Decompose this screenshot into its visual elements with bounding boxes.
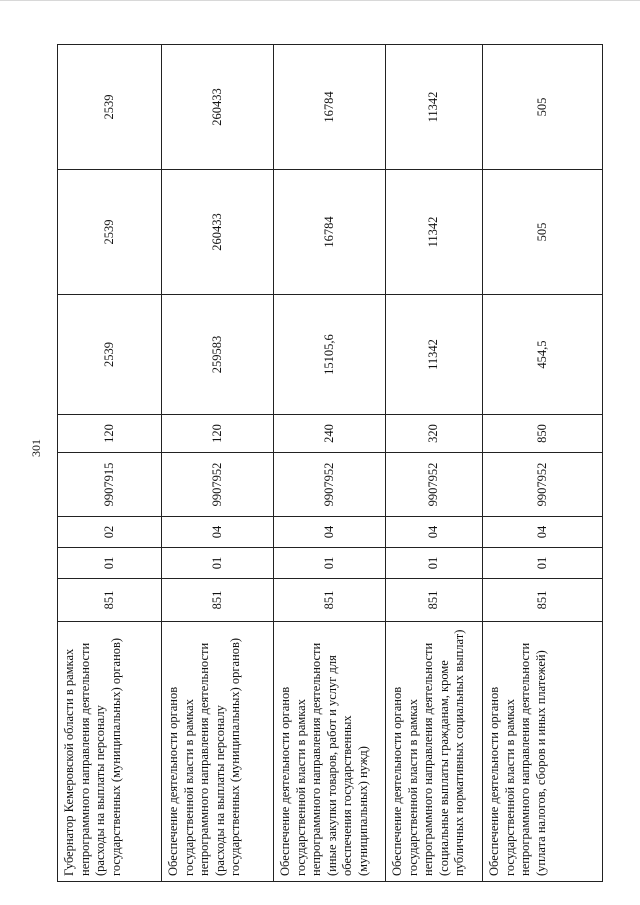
pr-cell: 04 (162, 517, 274, 548)
pr-cell: 04 (386, 517, 483, 548)
budget-table (57, 44, 603, 882)
ved-cell: 851 (386, 579, 483, 622)
table-row (274, 45, 386, 882)
rz-cell: 01 (58, 548, 162, 579)
ved-cell: 851 (58, 579, 162, 622)
value-3-cell: 11342 (386, 45, 483, 170)
vr-cell: 120 (58, 415, 162, 453)
value-1-cell: 2539 (58, 295, 162, 415)
value-3-cell: 2539 (58, 45, 162, 170)
rotated-table-container (57, 45, 602, 882)
row-name-cell: Обеспечение деятельности органов государственной власти в рамках непрограммного направления деятельности (социальные выплаты гражданам, кроме публичных нормативных социальных выплат) (386, 622, 483, 882)
csr-cell: 9907952 (162, 453, 274, 517)
ved-cell: 851 (483, 579, 603, 622)
value-1-cell: 11342 (386, 295, 483, 415)
value-2-cell: 16784 (274, 170, 386, 295)
page-number: 301 (29, 439, 43, 457)
pr-cell: 04 (274, 517, 386, 548)
rz-cell: 01 (162, 548, 274, 579)
csr-cell: 9907952 (274, 453, 386, 517)
value-3-cell: 16784 (274, 45, 386, 170)
csr-cell: 9907952 (386, 453, 483, 517)
rz-cell: 01 (483, 548, 603, 579)
pr-cell: 02 (58, 517, 162, 548)
row-name-cell: Обеспечение деятельности органов государственной власти в рамках непрограммного направления деятельности (уплата налогов, сборов и иных платежей) (483, 622, 603, 882)
value-1-cell: 15105,6 (274, 295, 386, 415)
ved-cell: 851 (162, 579, 274, 622)
csr-cell: 9907952 (483, 453, 603, 517)
top-rule (0, 0, 640, 1)
table-row (386, 45, 483, 882)
row-name-cell: Губернатор Кемеровской области в рамках непрограммного направления деятельности (расходы на выплаты персоналу государственных (муниципальных) органов) (58, 622, 162, 882)
table-row (162, 45, 274, 882)
row-name-cell: Обеспечение деятельности органов государственной власти в рамках непрограммного направления деятельности (расходы на выплаты персоналу государственных (муниципальных) органов) (162, 622, 274, 882)
value-2-cell: 260433 (162, 170, 274, 295)
value-2-cell: 505 (483, 170, 603, 295)
rz-cell: 01 (274, 548, 386, 579)
value-1-cell: 454,5 (483, 295, 603, 415)
table-row (58, 45, 162, 882)
ved-cell: 851 (274, 579, 386, 622)
vr-cell: 320 (386, 415, 483, 453)
value-3-cell: 505 (483, 45, 603, 170)
vr-cell: 850 (483, 415, 603, 453)
value-3-cell: 260433 (162, 45, 274, 170)
budget-table-wrapper (57, 45, 602, 882)
value-1-cell: 259583 (162, 295, 274, 415)
row-name-cell: Обеспечение деятельности органов государственной власти в рамках непрограммного направления деятельности (иные закупки товаров, работ и услуг для обеспечения государственных (муниципальных) нужд) (274, 622, 386, 882)
vr-cell: 240 (274, 415, 386, 453)
rz-cell: 01 (386, 548, 483, 579)
value-2-cell: 11342 (386, 170, 483, 295)
pr-cell: 04 (483, 517, 603, 548)
value-2-cell: 2539 (58, 170, 162, 295)
vr-cell: 120 (162, 415, 274, 453)
table-row (483, 45, 603, 882)
csr-cell: 9907915 (58, 453, 162, 517)
